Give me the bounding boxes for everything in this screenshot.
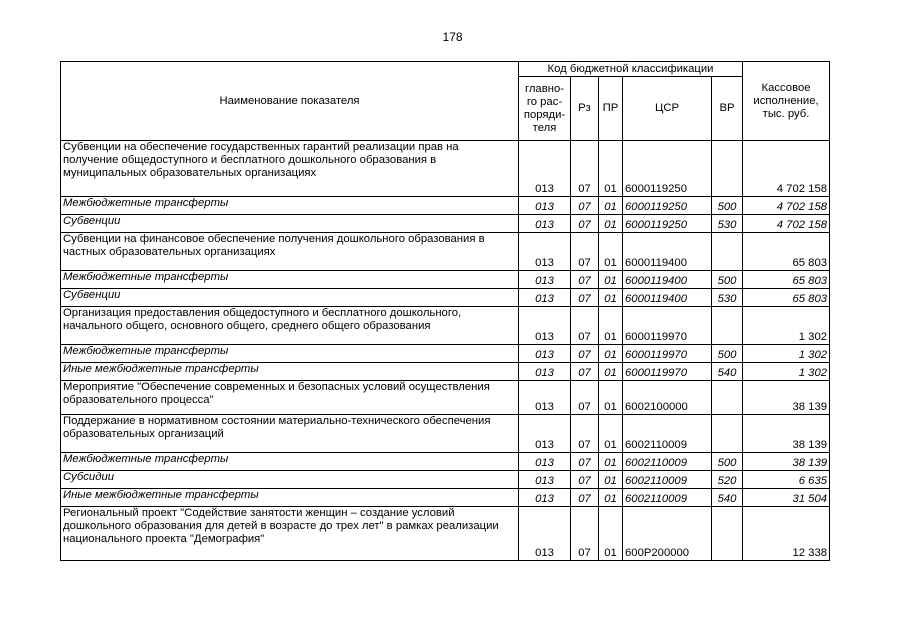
table-row xyxy=(61,289,830,307)
row-rz: 07 xyxy=(571,141,599,197)
row-amount: 12 338 xyxy=(743,507,830,561)
row-pr: 01 xyxy=(599,345,623,363)
table-row xyxy=(61,197,830,215)
row-name: Субвенции xyxy=(61,215,519,233)
row-rz: 07 xyxy=(571,307,599,345)
row-vr xyxy=(712,381,743,415)
page-number: 178 xyxy=(442,30,463,44)
table-row xyxy=(61,215,830,233)
row-amount: 65 803 xyxy=(743,271,830,289)
row-csr: 600P200000 xyxy=(623,507,712,561)
row-amount: 38 139 xyxy=(743,381,830,415)
row-rz: 07 xyxy=(571,489,599,507)
row-csr: 6002110009 xyxy=(623,453,712,471)
row-pr: 01 xyxy=(599,233,623,271)
table-row xyxy=(61,307,830,345)
row-csr: 6000119400 xyxy=(623,289,712,307)
row-vr: 500 xyxy=(712,345,743,363)
row-pr: 01 xyxy=(599,363,623,381)
row-amount: 1 302 xyxy=(743,307,830,345)
row-admin-code: 013 xyxy=(519,471,571,489)
header-csr: ЦСР xyxy=(623,77,712,141)
row-pr: 01 xyxy=(599,453,623,471)
row-amount: 1 302 xyxy=(743,363,830,381)
row-admin-code: 013 xyxy=(519,271,571,289)
row-admin-code: 013 xyxy=(519,415,571,453)
row-csr: 6000119250 xyxy=(623,215,712,233)
table-row xyxy=(61,141,830,197)
row-rz: 07 xyxy=(571,471,599,489)
header-rz: Рз xyxy=(571,77,599,141)
row-pr: 01 xyxy=(599,271,623,289)
table-row xyxy=(61,233,830,271)
row-admin-code: 013 xyxy=(519,141,571,197)
row-name: Субсидии xyxy=(61,471,519,489)
row-vr: 500 xyxy=(712,453,743,471)
table-row xyxy=(61,471,830,489)
row-admin-code: 013 xyxy=(519,345,571,363)
row-pr: 01 xyxy=(599,415,623,453)
row-rz: 07 xyxy=(571,215,599,233)
row-admin-code: 013 xyxy=(519,489,571,507)
table-row xyxy=(61,363,830,381)
row-rz: 07 xyxy=(571,415,599,453)
row-name: Субвенции на обеспечение государственных гарантий реализации прав на получение общедоступного и бесплатного дошкольного образования в муниципальных образовательных организациях xyxy=(61,141,519,197)
row-pr: 01 xyxy=(599,141,623,197)
row-csr: 6000119970 xyxy=(623,307,712,345)
row-vr: 500 xyxy=(712,271,743,289)
row-name: Межбюджетные трансферты xyxy=(61,271,519,289)
row-rz: 07 xyxy=(571,363,599,381)
row-csr: 6000119250 xyxy=(623,141,712,197)
table-row xyxy=(61,489,830,507)
row-rz: 07 xyxy=(571,345,599,363)
row-vr: 520 xyxy=(712,471,743,489)
row-vr: 530 xyxy=(712,215,743,233)
header-budget-code: Код бюджетной классификации xyxy=(519,62,743,77)
row-vr xyxy=(712,415,743,453)
row-csr: 6000119250 xyxy=(623,197,712,215)
row-csr: 6000119400 xyxy=(623,271,712,289)
row-name: Региональный проект "Содействие занятости женщин – создание условий дошкольного образования для детей в возрасте до трех лет" в рамках реализации национального проекта "Демография" xyxy=(61,507,519,561)
row-admin-code: 013 xyxy=(519,381,571,415)
row-amount: 4 702 158 xyxy=(743,215,830,233)
row-vr: 500 xyxy=(712,197,743,215)
row-rz: 07 xyxy=(571,289,599,307)
row-vr xyxy=(712,141,743,197)
row-pr: 01 xyxy=(599,507,623,561)
table-row xyxy=(61,345,830,363)
row-rz: 07 xyxy=(571,507,599,561)
row-vr xyxy=(712,233,743,271)
row-rz: 07 xyxy=(571,197,599,215)
row-amount: 4 702 158 xyxy=(743,141,830,197)
row-pr: 01 xyxy=(599,471,623,489)
row-pr: 01 xyxy=(599,215,623,233)
row-amount: 4 702 158 xyxy=(743,197,830,215)
row-name: Организация предоставления общедоступного и бесплатного дошкольного, начального общего, основного общего, среднего общего образования xyxy=(61,307,519,345)
header-pr: ПР xyxy=(599,77,623,141)
row-amount: 6 635 xyxy=(743,471,830,489)
row-amount: 38 139 xyxy=(743,453,830,471)
row-vr: 530 xyxy=(712,289,743,307)
row-name: Мероприятие "Обеспечение современных и безопасных условий осуществления образовательного процесса" xyxy=(61,381,519,415)
header-name: Наименование показателя xyxy=(61,62,519,141)
row-csr: 6000119400 xyxy=(623,233,712,271)
row-pr: 01 xyxy=(599,197,623,215)
row-csr: 6000119970 xyxy=(623,363,712,381)
row-vr xyxy=(712,307,743,345)
row-csr: 6002100000 xyxy=(623,381,712,415)
table-row xyxy=(61,381,830,415)
row-csr: 6002110009 xyxy=(623,489,712,507)
row-admin-code: 013 xyxy=(519,363,571,381)
row-vr: 540 xyxy=(712,363,743,381)
row-amount: 65 803 xyxy=(743,233,830,271)
row-name: Иные межбюджетные трансферты xyxy=(61,363,519,381)
row-name: Субвенции на финансовое обеспечение получения дошкольного образования в частных образовательных организациях xyxy=(61,233,519,271)
row-rz: 07 xyxy=(571,233,599,271)
row-vr xyxy=(712,507,743,561)
table-row xyxy=(61,271,830,289)
row-admin-code: 013 xyxy=(519,233,571,271)
row-rz: 07 xyxy=(571,453,599,471)
row-name: Субвенции xyxy=(61,289,519,307)
row-name: Межбюджетные трансферты xyxy=(61,197,519,215)
header-vr: ВР xyxy=(712,77,743,141)
row-admin-code: 013 xyxy=(519,507,571,561)
row-pr: 01 xyxy=(599,381,623,415)
header-amount: Кассовое исполнение, тыс. руб. xyxy=(743,62,830,141)
row-vr: 540 xyxy=(712,489,743,507)
row-admin-code: 013 xyxy=(519,307,571,345)
header-admin: главно-го рас-поряди-теля xyxy=(519,77,571,141)
row-admin-code: 013 xyxy=(519,215,571,233)
row-amount: 31 504 xyxy=(743,489,830,507)
row-amount: 38 139 xyxy=(743,415,830,453)
row-name: Иные межбюджетные трансферты xyxy=(61,489,519,507)
row-pr: 01 xyxy=(599,307,623,345)
table-row xyxy=(61,453,830,471)
row-name: Поддержание в нормативном состоянии материально-технического обеспечения образовательных организаций xyxy=(61,415,519,453)
row-rz: 07 xyxy=(571,271,599,289)
row-admin-code: 013 xyxy=(519,197,571,215)
row-csr: 6002110009 xyxy=(623,415,712,453)
row-csr: 6000119970 xyxy=(623,345,712,363)
row-pr: 01 xyxy=(599,289,623,307)
row-csr: 6002110009 xyxy=(623,471,712,489)
budget-table xyxy=(60,61,830,561)
table-row xyxy=(61,507,830,561)
table-row xyxy=(61,415,830,453)
row-pr: 01 xyxy=(599,489,623,507)
row-rz: 07 xyxy=(571,381,599,415)
row-amount: 65 803 xyxy=(743,289,830,307)
row-admin-code: 013 xyxy=(519,453,571,471)
row-amount: 1 302 xyxy=(743,345,830,363)
row-name: Межбюджетные трансферты xyxy=(61,453,519,471)
row-name: Межбюджетные трансферты xyxy=(61,345,519,363)
table-body xyxy=(61,141,830,561)
row-admin-code: 013 xyxy=(519,289,571,307)
